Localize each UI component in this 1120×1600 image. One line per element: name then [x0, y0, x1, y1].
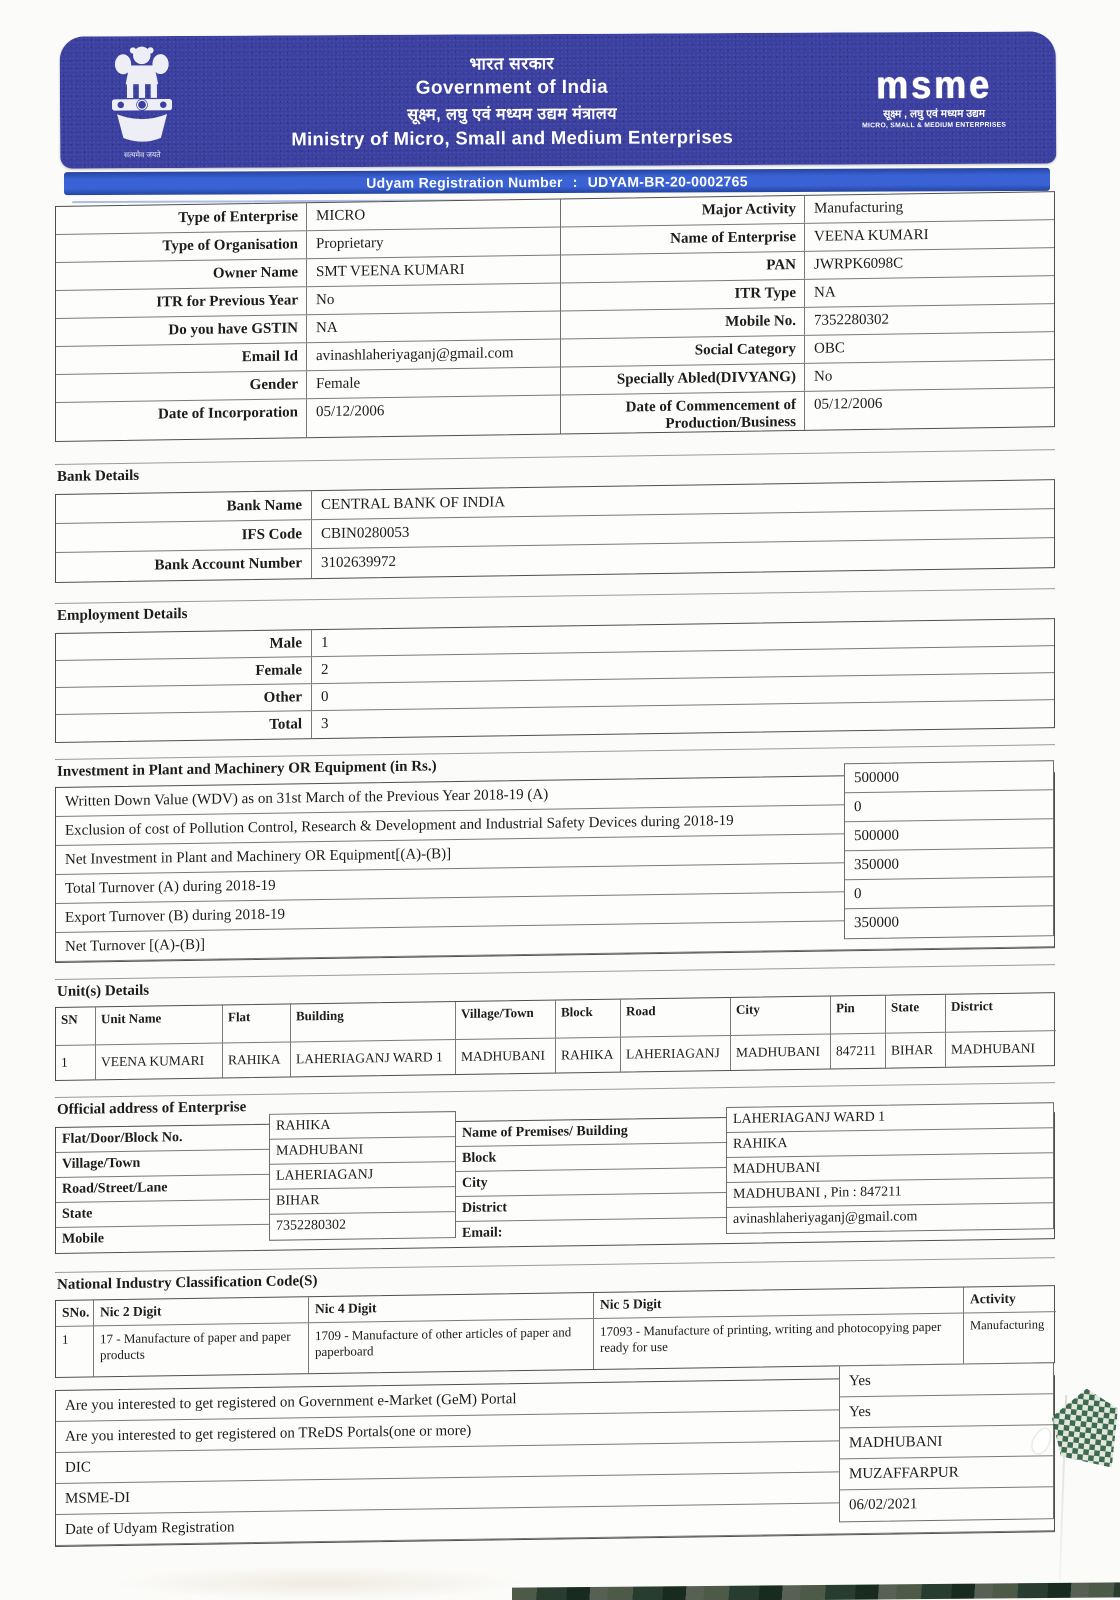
msme-logo-text: msme [875, 62, 993, 107]
field-value: 0 [311, 673, 1054, 710]
field-label: Village/Town [56, 1150, 269, 1178]
field-value: 7352280302 [804, 304, 1054, 335]
field-label: Exclusion of cost of Pollution Control, Research & Development and Industrial Safety Devices during 2018-19 [56, 802, 1054, 846]
field-value: 0 [845, 877, 1053, 909]
msme-logo [834, 62, 1034, 130]
ministry-title-english: Ministry of Micro, Small and Medium Enterprises [291, 126, 734, 150]
field-value: Proprietary [306, 228, 560, 259]
field-value: JWRPK6098C [804, 248, 1054, 279]
column-header: Village/Town [456, 1001, 556, 1040]
column-header: Nic 2 Digit [94, 1297, 309, 1326]
field-value: 3102639972 [311, 538, 1054, 578]
section-title-nic: National Industry Classification Code(S) [55, 1257, 1055, 1294]
field-value: 3 [311, 700, 1054, 738]
field-label: Email Id [241, 348, 298, 366]
enterprise-details-left [56, 200, 560, 441]
column-header: Pin [831, 996, 886, 1035]
field-label: Name of Premises/ Building [456, 1118, 726, 1147]
field-value: CENTRAL BANK OF INDIA [311, 480, 1054, 519]
table-cell: 1 [56, 1045, 96, 1080]
table-cell: MADHUBANI [951, 1040, 1035, 1057]
field-value: 05/12/2006 [306, 396, 560, 438]
field-label: Flat/Door/Block No. [56, 1125, 269, 1153]
udyam-regno-value: UDYAM-BR-20-0002765 [587, 172, 748, 190]
field-label: Road/Street/Lane [56, 1175, 269, 1203]
field-label: DIC [56, 1438, 1054, 1484]
field-value: MADHUBANI , Pin : 847211 [727, 1178, 1053, 1208]
investment-values-column [844, 760, 1054, 939]
field-value: 0 [845, 790, 1053, 822]
field-value: RAHIKA [270, 1112, 455, 1140]
column-header: Activity [964, 1286, 1056, 1313]
column-header: District [946, 993, 1056, 1033]
field-value: 350000 [845, 848, 1053, 880]
table-cell: 847211 [831, 1034, 886, 1069]
section-title-units: Unit(s) Details [55, 964, 1055, 1001]
table-cell: LAHERIAGANJ [621, 1036, 731, 1072]
field-value: MADHUBANI [727, 1153, 1053, 1183]
ashoka-emblem [94, 44, 191, 161]
field-value: Yes [840, 1363, 1053, 1397]
units-table [55, 992, 1055, 1081]
table-cell: RAHIKA [556, 1038, 621, 1073]
field-value: NA [804, 276, 1054, 307]
field-value: Manufacturing [804, 192, 1054, 223]
detail-row [56, 396, 560, 441]
field-value: LAHERIAGANJ [270, 1162, 455, 1190]
msme-tagline-english: MICRO, SMALL & MEDIUM ENTERPRISES [862, 121, 1007, 130]
field-label: Export Turnover (B) during 2018-19 [56, 889, 1054, 933]
section-title-bank-details: Bank Details [55, 449, 1055, 486]
column-header: SN [56, 1007, 96, 1046]
field-value: 05/12/2006 [804, 388, 1054, 430]
field-label: Net Investment in Plant and Machinery OR Equipment[(A)-(B)] [56, 831, 1054, 875]
table-cell: LAHERIAGANJ WARD 1 [291, 1040, 456, 1076]
column-header: State [886, 995, 946, 1034]
field-label: City [456, 1168, 726, 1197]
address-values-left [269, 1111, 456, 1241]
table-cell: MADHUBANI [731, 1034, 831, 1069]
table-cell: RAHIKA [223, 1042, 291, 1077]
column-header: Flat [223, 1004, 291, 1043]
field-label: Bank Account Number [154, 555, 302, 574]
questions-values-column [839, 1362, 1054, 1522]
table-cell: BIHAR [886, 1033, 946, 1068]
table-cell: 1 [56, 1326, 94, 1377]
field-value: MADHUBANI [840, 1425, 1053, 1459]
field-value: MADHUBANI [270, 1137, 455, 1165]
field-label: Date of Udyam Registration [56, 1500, 1054, 1546]
official-address-table [55, 1109, 1055, 1254]
column-header: Block [556, 1000, 621, 1039]
address-labels-right [456, 1118, 726, 1247]
field-label: Mobile No. [725, 313, 796, 331]
field-value: No [804, 360, 1054, 391]
field-value: 500000 [845, 819, 1053, 851]
field-value: No [306, 284, 560, 315]
enterprise-details-table [55, 191, 1055, 442]
field-label: Social Category [694, 341, 796, 359]
registration-questions-table [55, 1372, 1055, 1547]
field-label: Total [269, 716, 302, 733]
field-label: Bank Name [226, 497, 302, 515]
field-label: District [456, 1193, 726, 1222]
msme-tagline-hindi: सूक्ष्म , लघु एवं मध्यम उद्यम [883, 107, 985, 121]
scan-smudge [110, 1566, 530, 1600]
table-cell: MADHUBANI [456, 1039, 556, 1074]
field-label: Block [456, 1143, 726, 1172]
emblem-motto: सत्यमेव जयते [123, 150, 161, 160]
field-value: OBC [804, 332, 1054, 363]
field-value: RAHIKA [727, 1128, 1053, 1158]
column-header: Building [291, 1002, 456, 1042]
udyam-regno-separator: : [572, 173, 578, 190]
field-label: Female [255, 662, 302, 680]
employment-details-table [55, 618, 1055, 743]
field-label: Total Turnover (A) during 2018-19 [56, 860, 1054, 904]
field-label: Net Turnover [(A)-(B)] [56, 918, 1054, 962]
udyam-regno-label: Udyam Registration Number [366, 173, 563, 191]
field-value: MICRO [306, 200, 560, 231]
field-label: Are you interested to get registered on Government e-Market (GeM) Portal [56, 1376, 1054, 1422]
field-label: PAN [766, 257, 796, 274]
govt-title-english: Government of India [415, 76, 609, 99]
field-value: 2 [311, 646, 1054, 683]
field-value: Yes [840, 1394, 1053, 1428]
field-label: Do you have GSTIN [168, 320, 298, 339]
govt-title-hindi: भारत सरकार [469, 54, 555, 74]
field-label: Type of Enterprise [178, 208, 298, 227]
field-value: 06/02/2021 [849, 1496, 918, 1514]
field-label: Date of Incorporation [158, 404, 298, 423]
field-label: Major Activity [701, 201, 796, 219]
field-value: Female [306, 368, 560, 399]
field-label: Name of Enterprise [670, 229, 796, 247]
section-title-employment-details: Employment Details [55, 588, 1055, 625]
field-value: LAHERIAGANJ WARD 1 [727, 1103, 1053, 1133]
field-value: 500000 [845, 761, 1053, 793]
table-cell: VEENA KUMARI [96, 1044, 223, 1080]
field-label: MSME-DI [56, 1469, 1054, 1515]
field-value: BIHAR [270, 1187, 455, 1215]
ministry-title-hindi: सूक्ष्म, लघु एवं मध्यम उद्यम मंत्रालय [407, 105, 617, 124]
column-header: Road [621, 998, 731, 1038]
govt-banner [60, 31, 1057, 168]
field-label: Specially Abled(DIVYANG) [616, 369, 796, 388]
field-value: VEENA KUMARI [804, 220, 1054, 251]
field-label: Gender [249, 376, 298, 394]
field-value: SMT VEENA KUMARI [306, 256, 560, 287]
field-label: Date of Commencement of Production/Business [625, 397, 796, 432]
field-value: 350000 [854, 914, 899, 932]
field-label: Other [263, 689, 302, 706]
field-value: MUZAFFARPUR [840, 1456, 1053, 1490]
field-value: 1 [311, 619, 1054, 656]
field-label: Type of Organisation [162, 236, 298, 255]
column-header: Nic 5 Digit [594, 1288, 964, 1319]
field-label: Male [269, 635, 302, 652]
bottom-scan-band [512, 1582, 1120, 1600]
field-label: Owner Name [212, 264, 298, 282]
section-title-address: Official address of Enterprise [55, 1082, 1055, 1119]
address-labels-left [56, 1125, 269, 1253]
section-title-investment: Investment in Plant and Machinery OR Equipment (in Rs.) [55, 744, 1055, 781]
column-header: Nic 4 Digit [309, 1293, 594, 1323]
table-cell: Manufacturing [970, 1317, 1045, 1333]
field-label: Are you interested to get registered on TReDS Portals(one or more) [56, 1407, 1054, 1453]
field-value: 7352280302 [276, 1217, 346, 1234]
field-value: CBIN0280053 [311, 509, 1054, 548]
table-cell: 17093 - Manufacture of printing, writing and photocopying paper ready for use [594, 1314, 964, 1369]
field-label: ITR for Previous Year [156, 292, 298, 311]
bank-details-table [55, 479, 1055, 583]
column-header: City [731, 996, 831, 1035]
field-value: avinashlaheriyaganj@gmail.com [306, 340, 560, 371]
table-cell: 1709 - Manufacture of other articles of paper and paperboard [309, 1319, 594, 1373]
column-header: SNo. [56, 1300, 94, 1327]
detail-row [561, 388, 1054, 433]
certificate-body [55, 185, 1055, 1547]
field-label: Mobile [62, 1231, 104, 1247]
field-label: IFS Code [241, 526, 302, 544]
field-value: avinashlaheriyaganj@gmail.com [733, 1209, 918, 1227]
address-values-right [726, 1102, 1054, 1234]
field-label: ITR Type [734, 285, 796, 302]
banner-titles [190, 50, 835, 151]
table-cell: 17 - Manufacture of paper and paper products [94, 1323, 309, 1376]
enterprise-details-right [560, 192, 1054, 433]
ashoka-emblem-graphic [100, 44, 185, 144]
column-header: Unit Name [96, 1006, 223, 1046]
field-label: State [56, 1200, 269, 1228]
field-label: Written Down Value (WDV) as on 31st March of the Previous Year 2018-19 (A) [56, 773, 1054, 817]
field-label: Email: [462, 1225, 503, 1241]
field-value: NA [306, 312, 560, 343]
